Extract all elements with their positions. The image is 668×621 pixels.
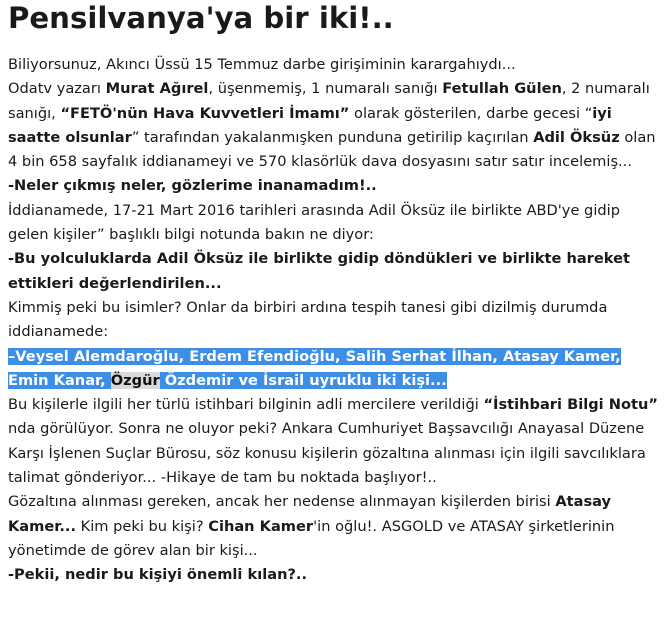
person-name: Cihan Kamer	[208, 517, 314, 535]
paragraph-investigation	[8, 77, 660, 174]
text-run: Odatv yazarı	[8, 80, 106, 98]
paragraph-intro-text: Biliyorsunuz, Akıncı Üssü 15 Temmuz darbe girişiminin karargahıydı...	[8, 56, 516, 73]
article-title-text: Pensilvanya'ya bir iki!..	[8, 1, 394, 35]
paragraph-travel-quote-text: -Bu yolculuklarda Adil Öksüz ile birlikte gidip döndükleri ve birlikte hareket ettikleri değerlendirilen...	[8, 250, 630, 292]
author-name: Murat Ağırel	[105, 80, 209, 98]
text-run: , 2 numaralı sanığı,	[8, 80, 650, 122]
text-run: , üşenmemiş, 1 numaralı sanığı	[208, 80, 443, 98]
paragraph-names-question-text: Kimmiş peki bu isimler? Onlar da birbiri ardına tespih tanesi gibi dizilmiş durumda iddianamede:	[8, 298, 608, 341]
text-run: Kim peki bu kişi?	[76, 517, 209, 535]
suspect-name: Adil Öksüz	[533, 128, 620, 146]
selected-text-run[interactable]: Özdemir ve İsrail uyruklu iki kişi...	[159, 371, 447, 389]
selected-text[interactable]	[8, 348, 621, 389]
defendant-name: Fetullah Gülen	[442, 80, 562, 98]
quoted-document-name: “İstihbari Bilgi Notu”	[483, 396, 658, 414]
article-title	[8, 1, 660, 35]
text-run: Gözaltına alınması gereken, ancak her nedense alınmayan kişilerden birisi	[8, 493, 556, 511]
paragraph-exclaim-text: -Neler çıkmış neler, gözlerime inanamadım!..	[8, 177, 377, 195]
selected-text-word[interactable]: Özgür	[110, 371, 160, 389]
quoted-title: “FETÖ'nün Hava Kuvvetleri İmamı”	[60, 104, 350, 122]
paragraph-intel-note	[8, 393, 660, 490]
paragraph-names-list-selected[interactable]	[8, 345, 660, 394]
paragraph-atasay-kamer	[8, 490, 660, 563]
paragraph-names-question	[8, 296, 660, 345]
paragraph-closing-question	[8, 563, 660, 587]
text-run: olarak gösterilen, darbe gecesi “	[349, 104, 593, 122]
paragraph-exclaim	[8, 174, 660, 198]
article-body	[8, 1, 660, 588]
selected-text-run[interactable]: –Veysel Alemdaroğlu, Erdem Efendioğlu, Salih Serhat İlhan, Atasay Kamer, Emin Kanar,	[8, 347, 621, 389]
quoted-phrase: iyi saatte olsunlar	[8, 104, 612, 146]
text-run: nda görülüyor. Sonra ne oluyor peki? Ankara Cumhuriyet Başsavcılığı Anayasal Düzene Karşı İşlenen Suçlar Bürosu, söz konusu kişilerin gözaltına alınması için ilgili savcılıklara talimat gönderiyor... -Hikaye de tam bu noktada başlıyor!..	[8, 420, 646, 487]
text-run: ” tarafından yakalanmışken punduna getirilip kaçırılan	[131, 128, 534, 146]
paragraph-travel-quote	[8, 247, 660, 296]
text-run: Bu kişilerle ilgili her türlü istihbari bilginin adli mercilere verildiği	[8, 396, 484, 414]
paragraph-intro	[8, 53, 660, 77]
paragraph-indictment-note-text: İddianamede, 17-21 Mart 2016 tarihleri arasında Adil Öksüz ile birlikte ABD'ye gidip gelen kişiler” başlıklı bilgi notunda bakın ne diyor:	[8, 201, 620, 244]
person-name: Atasay Kamer...	[8, 493, 612, 535]
text-run: olan 4 bin 658 sayfalık iddianameyi ve 570 klasörlük dava dosyasını satır satır incelemiş...	[8, 128, 656, 171]
paragraph-closing-question-text: -Pekii, nedir bu kişiyi önemli kılan?..	[8, 566, 308, 584]
text-run: 'in oğlu!. ASGOLD ve ATASAY şirketlerinin yönetimde de görev alan bir kişi...	[8, 517, 615, 559]
paragraph-indictment-note	[8, 199, 660, 248]
